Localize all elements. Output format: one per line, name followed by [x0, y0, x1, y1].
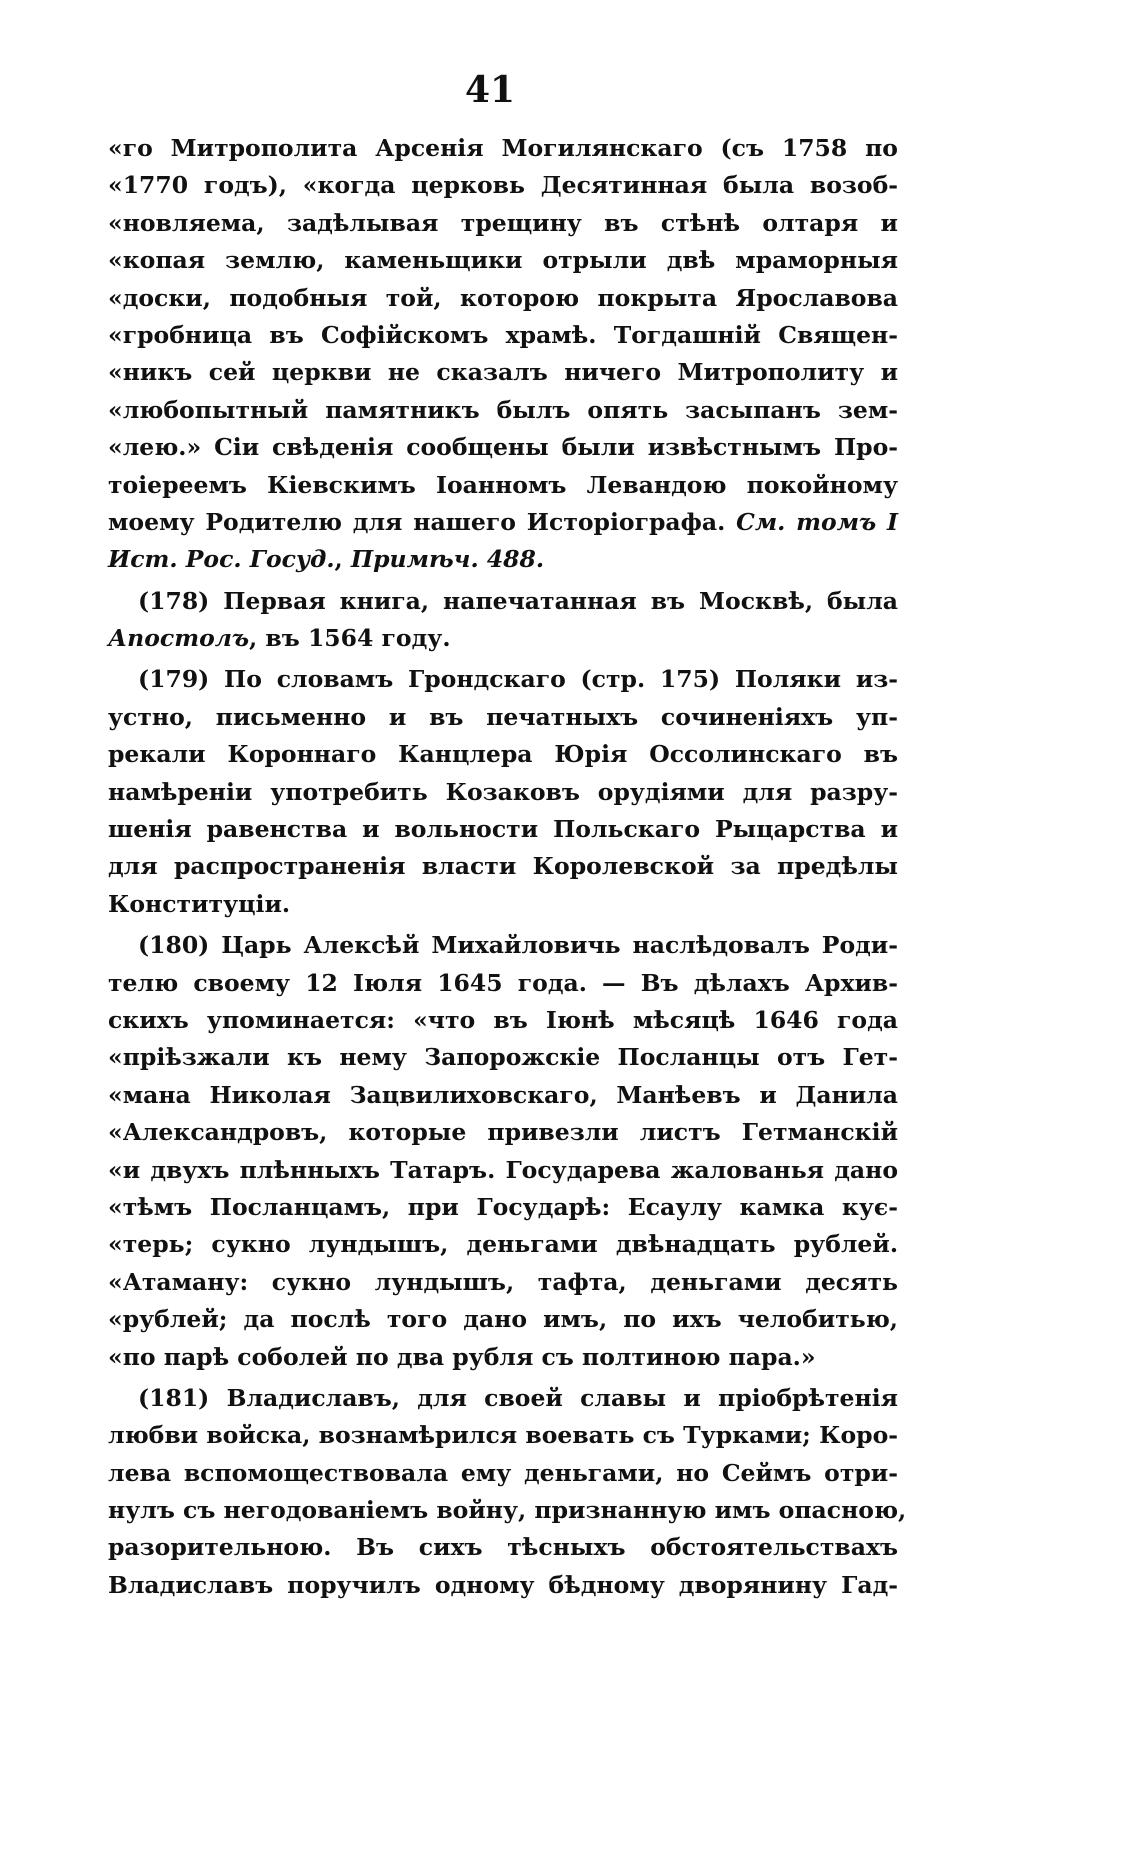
text-line: «по парѣ соболей по два рубля съ полтиною пара.»: [108, 1342, 816, 1371]
italic-phrase: Ист. Рос. Госуд.: [108, 545, 335, 574]
body-text: [108, 130, 907, 1604]
text-line: нулъ съ негодованіемъ войну, признанную имъ опасною,: [108, 1496, 907, 1525]
text-line: Конституціи.: [108, 889, 291, 918]
text-line: Апостолъ, въ 1564 году.: [108, 624, 451, 653]
text-line: тоіереемъ Кіевскимъ Іоанномъ Левандою покойному: [108, 470, 898, 499]
text-line: скихъ упоминается: «что въ Іюнѣ мѣсяцѣ 1646 года: [108, 1005, 898, 1034]
text-line: Ист. Рос. Госуд., Примѣч. 488.: [108, 545, 545, 574]
page-number: 41: [464, 69, 516, 111]
text-line: (181) Владиславъ, для своей славы и пріобрѣтенія: [138, 1383, 898, 1412]
text-line: «1770 годъ), «когда церковь Десятинная была возоб-: [108, 171, 898, 200]
text-line: «никъ сей церкви не сказалъ ничего Митрополиту и: [108, 358, 898, 387]
italic-phrase: Примѣч. 488.: [350, 545, 545, 574]
text-line: устно, письменно и въ печатныхъ сочиненіяхъ уп-: [108, 702, 898, 731]
text-line: моему Родителю для нашего Исторіографа. См. томъ I: [108, 507, 898, 536]
text-line: «го Митрополита Арсенія Могилянскаго (съ 1758 по: [108, 134, 898, 162]
text-line: для распространенія власти Королевской за предѣлы: [108, 852, 898, 881]
text-line: «рублей; да послѣ того дано имъ, по ихъ челобитью,: [108, 1305, 898, 1334]
text-line: «Атаману: сукно лундышъ, тафта, деньгами десять: [108, 1267, 898, 1296]
text-line: намѣреніи употребить Козаковъ орудіями для разру-: [108, 777, 898, 806]
text-line: разорительною. Въ сихъ тѣсныхъ обстоятельствахъ: [108, 1533, 898, 1562]
text-line: «тѣмъ Посланцамъ, при Государѣ: Есаулу камка кує-: [108, 1192, 898, 1221]
text-line: телю своему 12 Іюля 1645 года. — Въ дѣлахъ Архив-: [108, 968, 898, 997]
text-line: шенія равенства и вольности Польскаго Рыцарства и: [108, 815, 898, 844]
text-line: (180) Царь Алексѣй Михайловичь наслѣдовалъ Роди-: [138, 931, 898, 960]
italic-phrase: См. томъ I: [736, 507, 898, 536]
text-line: любви войска, вознамѣрился воевать съ Турками; Коро-: [108, 1421, 898, 1450]
text-line: «гробница въ Софійскомъ храмѣ. Тогдашній Священ-: [108, 320, 898, 349]
text-line: лева вспомоществовала ему деньгами, но Сеймъ отри-: [108, 1458, 898, 1487]
text-line: «Александровъ, которые привезли листъ Гетманскій: [108, 1118, 898, 1147]
text-line: «пріѣзжали къ нему Запорожскіе Посланцы отъ Гет-: [108, 1043, 898, 1072]
text-line: (179) По словамъ Грондскаго (стр. 175) Поляки из-: [138, 665, 898, 694]
text-line: «терь; сукно лундышъ, деньгами двѣнадцать рублей.: [108, 1230, 898, 1259]
text-line: «доски, подобныя той, которою покрыта Ярославова: [108, 283, 898, 312]
text-line: «лею.» Сіи свѣденія сообщены были извѣстнымъ Про-: [108, 433, 898, 462]
text-line: (178) Первая книга, напечатанная въ Москвѣ, была: [138, 586, 898, 615]
text-line: Владиславъ поручилъ одному бѣдному дворянину Гад-: [108, 1570, 898, 1599]
italic-phrase: Апостолъ: [108, 624, 250, 653]
text-line: «мана Николая Зацвилиховскаго, Манѣевъ и Данила: [108, 1080, 898, 1109]
text-line: «новляема, задѣлывая трещину въ стѣнѣ олтаря и: [108, 208, 898, 237]
text-line: «и двухъ плѣнныхъ Татаръ. Государева жалованья дано: [108, 1155, 898, 1184]
text-line: рекали Короннаго Канцлера Юрія Оссолинскаго въ: [108, 740, 898, 769]
text-line: «любопытный памятникъ былъ опять засыпанъ зем-: [108, 395, 898, 424]
text-line: «копая землю, каменьщики отрыли двѣ мраморныя: [108, 246, 898, 275]
